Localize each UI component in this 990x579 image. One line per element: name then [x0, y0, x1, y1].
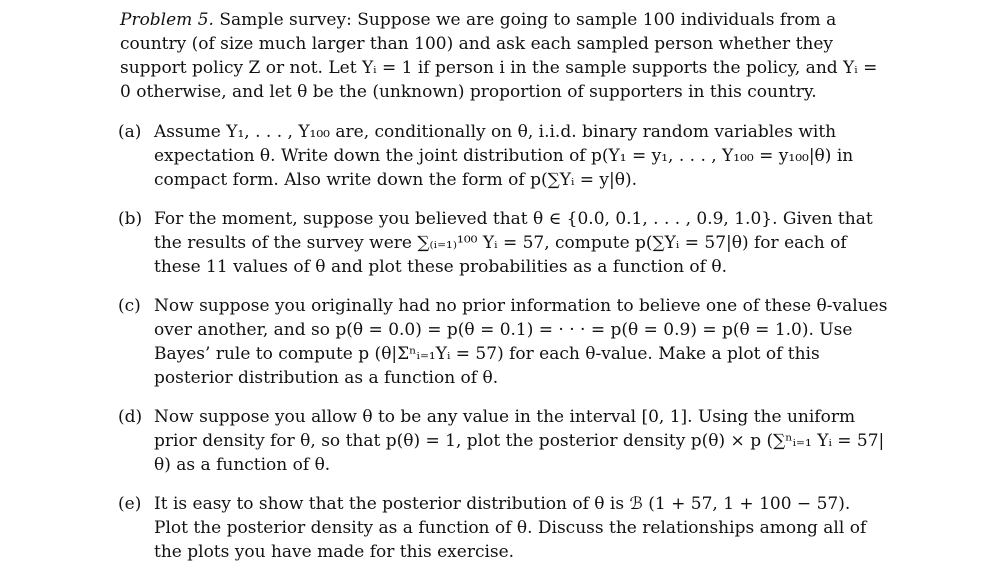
part-d	[118, 405, 888, 477]
part-e	[118, 492, 888, 564]
part-b-text: For the moment, suppose you believed that θ ∈ {0.0, 0.1, . . . , 0.9, 1.0}. Given that the results of the survey were ∑₍ᵢ₌₁₎¹⁰⁰ Yᵢ = 57, compute p(∑Yᵢ = 57|θ) for each of these 11 values of θ and plot these probabilities as a function of θ.	[154, 209, 873, 277]
part-e-label: (e)	[118, 494, 142, 514]
part-d-label: (d)	[118, 407, 143, 427]
problem-intro-text: Sample survey: Suppose we are going to sample 100 individuals from a country (of size much larger than 100) and ask each sampled person whether they support policy Z or not. Let Yᵢ = 1 if person i in the sample supports the policy, and Yᵢ = 0 otherwise, and let θ be the (unknown) proportion of supporters in this country.	[120, 10, 878, 102]
problem-label: Problem 5.	[120, 10, 214, 30]
problem-parts	[118, 120, 888, 579]
part-c-text: Now suppose you originally had no prior information to believe one of these θ-values over another, and so p(θ = 0.0) = p(θ = 0.1) = · · · = p(θ = 0.9) = p(θ = 1.0). Use Bayes’ rule to compute p (θ|Σⁿᵢ₌₁Yᵢ = 57) for each θ-value. Make a plot of this posterior distribution as a function of θ.	[154, 296, 888, 388]
part-c-label: (c)	[118, 296, 141, 316]
part-a	[118, 120, 888, 192]
part-b	[118, 207, 888, 279]
part-a-text: Assume Y₁, . . . , Y₁₀₀ are, conditionally on θ, i.i.d. binary random variables with expectation θ. Write down the joint distribution of p(Y₁ = y₁, . . . , Y₁₀₀ = y₁₀₀|θ) in compact form. Also write down the form of p(∑Yᵢ = y|θ).	[154, 122, 854, 190]
part-c	[118, 294, 888, 390]
part-e-text: It is easy to show that the posterior distribution of θ is ℬ (1 + 57, 1 + 100 − 57). Plot the posterior density as a function of θ. Discuss the relationships among all of the plots you have made for this exercise.	[154, 494, 867, 562]
part-a-label: (a)	[118, 122, 142, 142]
part-d-text: Now suppose you allow θ to be any value in the interval [0, 1]. Using the uniform prior density for θ, so that p(θ) = 1, plot the posterior density p(θ) × p (∑ⁿᵢ₌₁ Yᵢ = 57|θ) as a function of θ.	[154, 407, 885, 475]
problem-intro	[120, 8, 880, 104]
part-b-label: (b)	[118, 209, 143, 229]
